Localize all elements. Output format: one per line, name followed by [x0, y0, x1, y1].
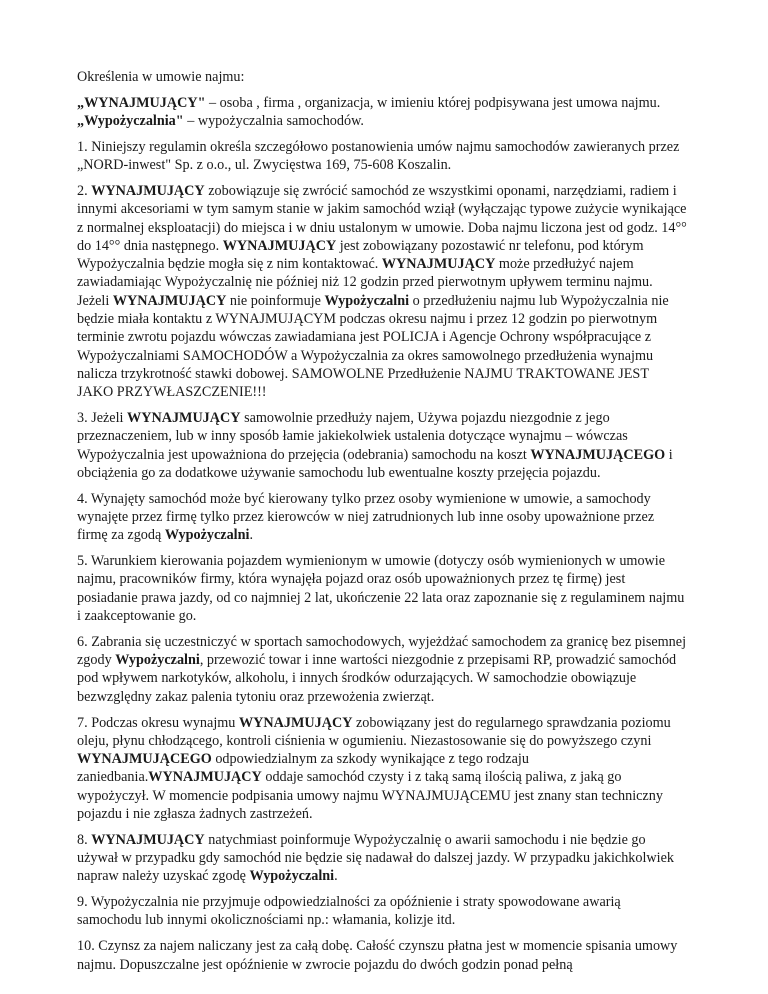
definition-wynajmujacy [77, 94, 688, 112]
text-run: . [249, 527, 253, 544]
text-run: zobowiązany jest do regularnego sprawdzania poziomu oleju, płynu chłodzącego, kontroli ciśnienia w ogumieniu. Niezastosowanie się do powyższego czyni [77, 714, 671, 749]
definition-term: „Wypożyczalnia" [77, 113, 184, 130]
bold-term: WYNAJMUJĄCEGO [77, 751, 212, 768]
bold-term: Wypożyczalni [249, 868, 335, 885]
paragraph-8 [77, 831, 688, 886]
text-run: 4. Wynajęty samochód może być kierowany tylko przez osoby wymienione w umowie, a samochody wynajęte przez firmę tylko przez kierowców w niej zatrudnionych lub inne osoby upoważnione przez firmę za zgodą [77, 490, 655, 544]
text-run: 7. Podczas okresu wynajmu [77, 714, 239, 731]
paragraph-5: 5. Warunkiem kierowania pojazdem wymienionym w umowie (dotyczy osób wymienionych w umowie najmu, pracowników firmy, która wynajęła pojazd oraz osób upoważnionych przez tę firmę) jest posiadanie prawa jazdy, od co najmniej 2 lat, ukończenie 22 lata oraz zapoznanie się z regulaminem najmu i zaakceptowanie go. [77, 553, 685, 625]
intro-line: Określenia w umowie najmu: [77, 69, 245, 85]
bold-term: WYNAJMUJĄCY [222, 237, 337, 254]
bold-term: WYNAJMUJĄCY [91, 831, 205, 848]
text-run: 6. Zabrania się uczestniczyć w sportach samochodowych, wyjeżdżać samochodem za granicę bez pisemnej zgody [77, 633, 687, 669]
text-run: nie poinformuje [226, 292, 325, 309]
bold-term: WYNAJMUJĄCY [238, 714, 353, 731]
text-run: samowolnie przedłuży najem, Używa pojazdu niezgodnie z jego przeznaczeniem, lub w inny sposób łamie jakiekolwiek ustalenia dotyczące wynajmu – wówczas Wypożyczalnia jest upoważniona do przejęcia (odebrania) samochodu na koszt [77, 410, 628, 463]
paragraph-4 [77, 490, 688, 545]
bold-term: WYNAJMUJĄCEGO [530, 446, 666, 463]
text-run: o przedłużeniu najmu lub Wypożyczalnia nie będzie miała kontaktu z WYNAJMUJĄCYM podczas okresu najmu i przez 12 godzin po pierwotnym terminie zwrotu pojazdu wówczas zawiadamiana jest POLICJA i Agencje Ochrony współpracujące z Wypożyczalniami SAMOCHODÓW a Wypożyczalnia za okres samowolnego przedłużenia wynajmu nalicza trzykrotność stawki dobowej. SAMOWOLNE Przedłużenie NAJMU TRAKTOWANE JEST JAKO PRZYWŁASZCZENIE!!! [77, 292, 669, 401]
text-run: , przewozić towar i inne wartości niezgodnie z przepisami RP, prowadzić samochód pod wpływem narkotyków, alkoholu, i innych środków odurzających. W samochodzie obowiązuje bezwzględny zakaz palenia tytoniu oraz przewożenia zwierząt. [77, 652, 677, 705]
text-run: oddaje samochód czysty i z taką samą ilością paliwa, z jaką go wypożyczył. W momencie podpisania umowy najmu WYNAJMUJĄCEMU jest znany stan techniczny pojazdu i nie zgłasza żadnych zastrzeżeń. [77, 769, 663, 822]
bold-term: Wypożyczalni [324, 292, 410, 309]
text-run: jest zobowiązany pozostawić nr telefonu, pod którym Wypożyczalnia będzie mogła się z nim kontaktować. [77, 237, 644, 273]
text-run: odpowiedzialnym za szkody wynikające z tego rodzaju zaniedbania. [77, 751, 529, 786]
definition-text: – osoba , firma , organizacja, w imieniu której podpisywana jest umowa najmu. [205, 94, 661, 111]
text-run: 2. [77, 182, 92, 199]
paragraph-1: 1. Niniejszy regulamin określa szczegółowo postanowienia umów najmu samochodów zawieranych przez „NORD-inwest" Sp. z o.o., ul. Zwycięstwa 169, 75-608 Koszalin. [77, 138, 680, 174]
paragraph-10: 10. Czynsz za najem naliczany jest za całą dobę. Całość czynszu płatna jest w momencie spisania umowy najmu. Dopuszczalne jest opóźnienie w zwrocie pojazdu do dwóch godzin ponad pełną [77, 938, 678, 973]
text-run: natychmiast poinformuje Wypożyczalnię o awarii samochodu i nie będzie go używał w przypadku gdy samochód nie będzie się nadawał do dalszej jazdy. W przypadku jakichkolwiek napraw należy uzyskać zgodę [77, 831, 674, 885]
definition-text: – wypożyczalnia samochodów. [183, 113, 364, 130]
text-run: może przedłużyć najem zawiadamiając Wypożyczalnię nie później niż 12 godzin przed pierwotnym upływem terminu najmu. Jeżeli [77, 256, 653, 309]
text-run: . [334, 868, 338, 885]
paragraph-6 [77, 633, 688, 706]
paragraph-9: 9. Wypożyczalnia nie przyjmuje odpowiedzialności za opóźnienie i straty spowodowane awarią samochodu lub innymi okolicznościami np.: włamania, kolizje itd. [77, 894, 621, 929]
definition-term: „WYNAJMUJĄCY" [77, 94, 206, 111]
text-run: 8. [77, 831, 92, 848]
paragraph-3 [77, 409, 688, 482]
paragraph-7 [77, 714, 688, 824]
text-run: zobowiązuje się zwrócić samochód ze wszystkimi oponami, narzędziami, radiem i innymi akcesoriami w tym samym stanie w jakim samochód wziął (wyłączając typowe zużycie wynikające z normalnej eksploatacji) do miejsca i w dniu ustalonym w umowie. Doba najmu liczona jest od godz. 14°° do 14°° dnia następnego. [77, 182, 687, 254]
bold-term: WYNAJMUJĄCY [148, 769, 262, 786]
definition-wypozyczalnia [77, 112, 688, 130]
text-run: i obciążenia go za dodatkowe używanie samochodu lub ewentualne koszty przejęcia pojazdu. [77, 446, 673, 481]
bold-term: Wypożyczalni [164, 527, 250, 544]
bold-term: WYNAJMUJĄCY [112, 292, 227, 309]
bold-term: WYNAJMUJĄCY [381, 256, 496, 273]
bold-term: Wypożyczalni [115, 652, 200, 669]
text-run: 3. Jeżeli [77, 410, 128, 427]
bold-term: WYNAJMUJĄCY [127, 410, 241, 427]
bold-term: WYNAJMUJĄCY [91, 182, 205, 199]
paragraph-2 [77, 182, 688, 402]
